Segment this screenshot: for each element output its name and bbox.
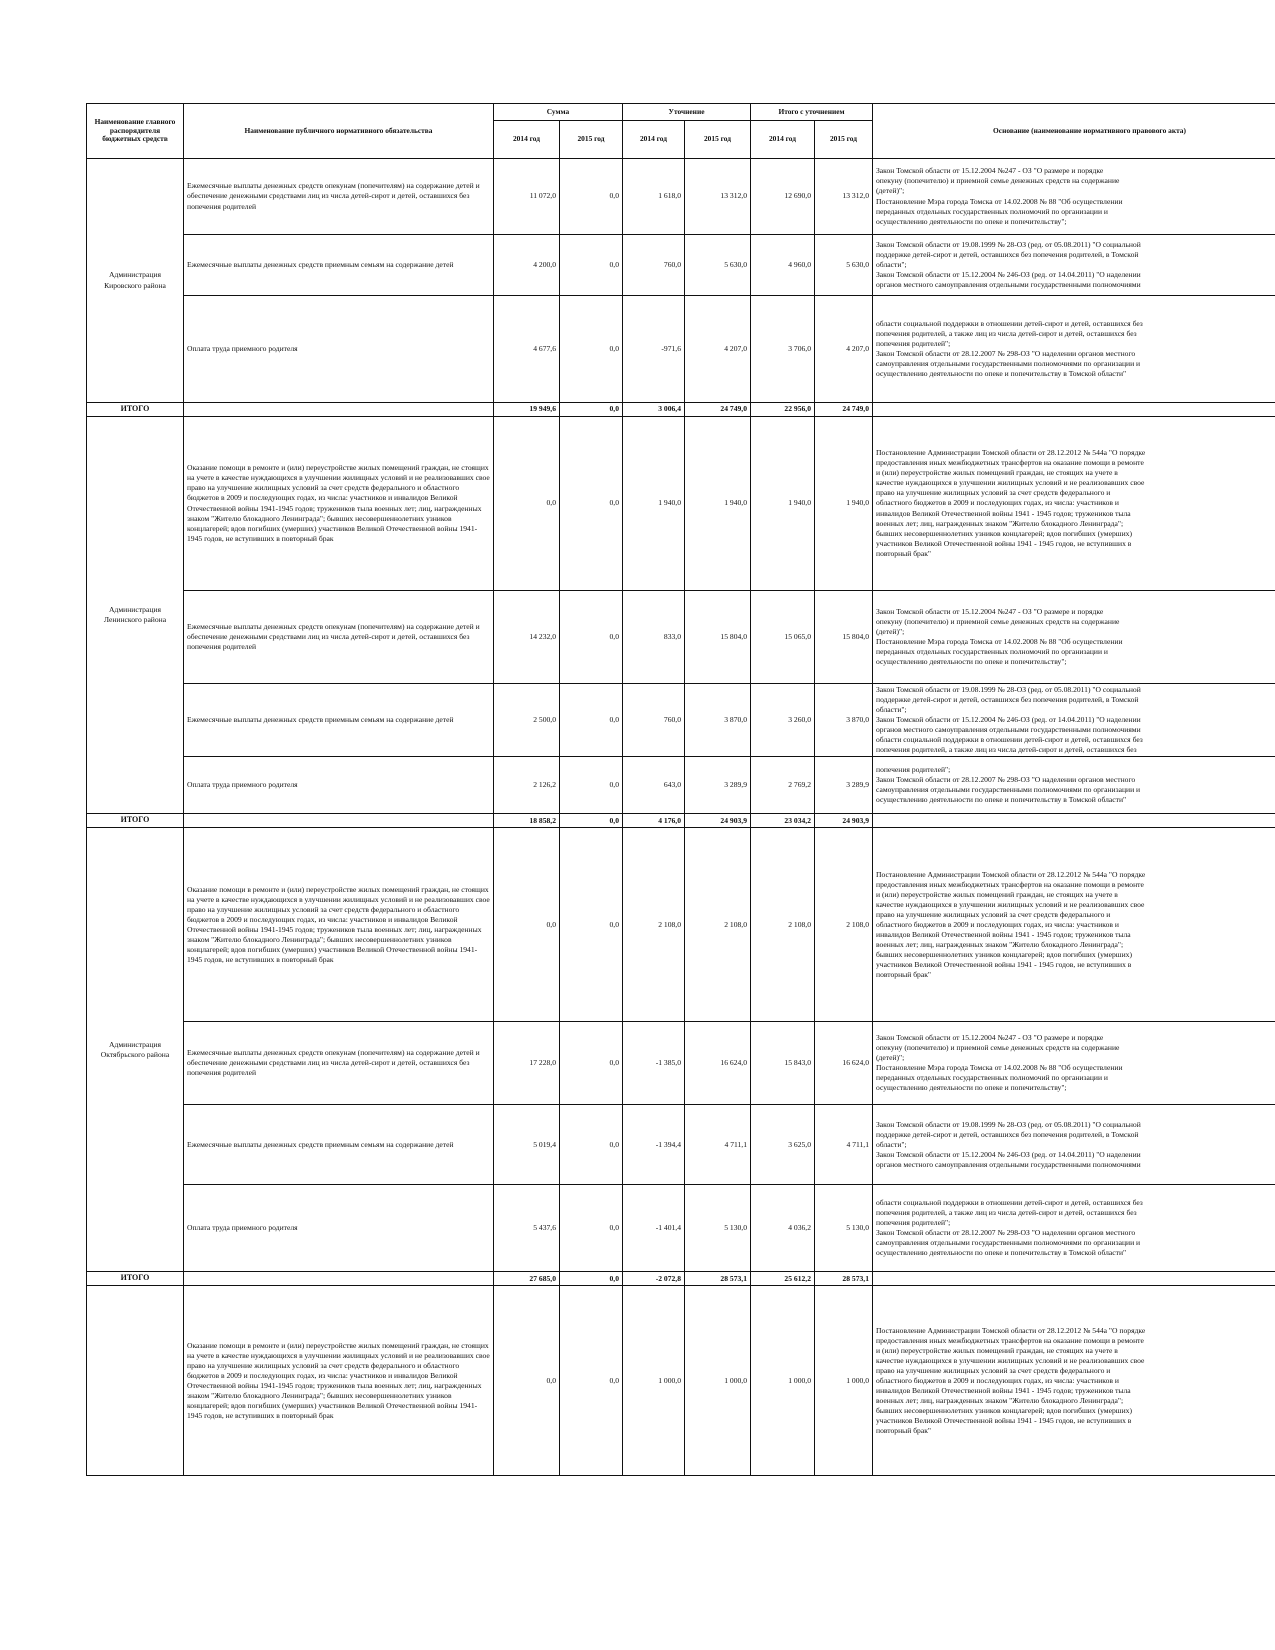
distributor-name: Администрация Октябрьского района [87, 828, 184, 1272]
total-s2015: 0,0 [560, 403, 623, 417]
distributor-name: Администрация Кировского района [87, 159, 184, 403]
basis-line: Постановление Администрации Томской области от 28.12.2012 № 544а "О порядке [876, 448, 1146, 458]
basis-line: (детей)"; [876, 186, 905, 196]
basis-cell [873, 1105, 1275, 1185]
basis-line: качестве нуждающихся в улучшении жилищных условий и не реализовавших свое [876, 478, 1145, 488]
basis-line: Закон Томской области от 15.12.2004 № 246-ОЗ (ред. от 14.04.2011) "О наделении [876, 270, 1141, 279]
basis-line: повторный брак" [876, 969, 932, 979]
table-row [87, 757, 1275, 814]
value-a2014: -1 394,4 [623, 1105, 685, 1185]
header-adjustment: Уточнение [623, 104, 751, 121]
basis-line: переданных отдельных государственных полномочий по организации и [876, 206, 1108, 216]
basis-line: качестве нуждающихся в улучшении жилищных условий и не реализовавших свое [876, 899, 1145, 909]
total-label: ИТОГО [87, 1272, 184, 1286]
table-row [87, 296, 1275, 403]
basis-line: Закон Томской области от 15.12.2004 №247 - ОЗ "О размере и порядке [876, 166, 1104, 176]
table-row [87, 828, 1275, 1022]
total-s2015: 0,0 [560, 814, 623, 828]
total-a2015: 24 903,9 [685, 814, 751, 828]
value-t2015: 3 289,9 [815, 757, 873, 814]
total-s2014: 19 949,6 [494, 403, 560, 417]
obligation-name: Оказание помощи в ремонте и (или) переустройстве жилых помещений граждан, не стоящих на учете в качестве нуждающихся в улучшении жилищных условий и не реализовавших свое право на улучшение жилищных условий за счет средств федерального и областного бюджетов в 2009 и последующих годах, из числа: участников и инвалидов Великой Отечественной войны 1941-1945 годов; тружеников тыла военных лет; лиц, награжденных знаком "Жителю блокадного Ленинграда"; бывших несовершеннолетних узников концлагерей; вдов погибших (умерших) участников Великой Отечественной войны 1941-1945 годов, не вступивших в повторный брак [184, 828, 494, 1022]
basis-line: области социальной поддержки в отношении детей-сирот и детей, оставшихся без [876, 735, 1143, 745]
header-total-2015: 2015 год [815, 120, 873, 158]
value-s2014: 2 126,2 [494, 757, 560, 814]
value-a2015: 4 711,1 [685, 1105, 751, 1185]
basis-line: Закон Томской области от 15.12.2004 №247 - ОЗ "О размере и порядке [876, 1033, 1104, 1043]
basis-line: самоуправления отдельными государственными полномочиями по организации и [876, 359, 1141, 369]
header-sum-2014: 2014 год [494, 120, 560, 158]
basis-line: осуществлению деятельности по опеке и попечительству"; [876, 216, 1067, 226]
basis-line: переданных отдельных государственных полномочий по организации и [876, 1073, 1108, 1083]
header-adjust-2014: 2014 год [623, 120, 685, 158]
basis-cell [873, 757, 1275, 814]
basis-cell [873, 828, 1275, 1022]
value-t2014: 3 625,0 [751, 1105, 815, 1185]
obligation-name: Оказание помощи в ремонте и (или) переустройстве жилых помещений граждан, не стоящих на учете в качестве нуждающихся в улучшении жилищных условий и не реализовавших свое право на улучшение жилищных условий за счет средств федерального и областного бюджетов в 2009 и последующих годах, из числа: участников и инвалидов Великой Отечественной войны 1941-1945 годов; тружеников тыла военных лет; лиц, награжденных знаком "Жителю блокадного Ленинграда"; бывших несовершеннолетних узников концлагерей; вдов погибших (умерших) участников Великой Отечественной войны 1941-1945 годов, не вступивших в повторный брак [184, 417, 494, 591]
value-t2015: 5 130,0 [815, 1185, 873, 1272]
document-sheet [86, 103, 1275, 1650]
basis-line: и (или) переустройстве жилых помещений граждан, не стоящих на учете в [876, 468, 1118, 478]
basis-line: области"; [876, 705, 907, 715]
basis-cell [873, 1185, 1275, 1272]
basis-line: (детей)"; [876, 1053, 905, 1063]
total-s2014: 18 858,2 [494, 814, 560, 828]
value-t2015: 15 804,0 [815, 591, 873, 684]
value-s2014: 0,0 [494, 828, 560, 1022]
header-total-2014: 2014 год [751, 120, 815, 158]
basis-line: осуществлению деятельности по опеке и попечительству"; [876, 1083, 1067, 1093]
basis-line: Закон Томской области от 28.12.2007 № 298-ОЗ "О наделении органов местного [876, 349, 1136, 358]
value-t2014: 3 706,0 [751, 296, 815, 403]
basis-line: Постановление Администрации Томской области от 28.12.2012 № 544а "О порядке [876, 1325, 1146, 1335]
basis-cell [873, 684, 1275, 757]
value-s2014: 0,0 [494, 417, 560, 591]
basis-line: области"; [876, 1139, 907, 1149]
obligation-name: Ежемесячные выплаты денежных средств приемным семьям на содержание детей [184, 684, 494, 757]
basis-cell [873, 1022, 1275, 1105]
basis-line: предоставления иных межбюджетных трансфертов на оказание помощи в ремонте [876, 879, 1144, 889]
value-t2014: 1 000,0 [751, 1286, 815, 1476]
basis-line: осуществлению деятельности по опеке и попечительству"; [876, 657, 1067, 667]
value-t2014: 12 690,0 [751, 159, 815, 235]
basis-line: опекуну (попечителю) и приемной семье денежных средств на содержание [876, 616, 1120, 626]
total-row [87, 814, 1275, 828]
basis-line: органов местного самоуправления отдельными государственными полномочиями [876, 725, 1141, 735]
value-t2014: 15 843,0 [751, 1022, 815, 1105]
table-row [87, 1185, 1275, 1272]
header-sum: Сумма [494, 104, 623, 121]
basis-line: Закон Томской области от 28.12.2007 № 298-ОЗ "О наделении органов местного [876, 775, 1136, 785]
basis-line: бывших несовершеннолетних узников концлагерей; вдов погибших (умерших) [876, 1405, 1133, 1415]
obligation-name: Оплата труда приемного родителя [184, 1185, 494, 1272]
total-empty-cell [184, 814, 494, 828]
value-t2015: 5 630,0 [815, 235, 873, 296]
total-basis-empty [873, 403, 1275, 417]
table-row [87, 684, 1275, 757]
basis-line: участников Великой Отечественной войны 1941 - 1945 годов, не вступивших в [876, 538, 1132, 548]
basis-line: Постановление Мэра города Томска от 14.02.2008 № 88 "Об осуществлении [876, 1063, 1123, 1073]
basis-line: военных лет; лиц, награжденных знаком "Жителю блокадного Ленинграда"; [876, 939, 1124, 949]
value-s2014: 4 677,6 [494, 296, 560, 403]
value-t2014: 4 960,0 [751, 235, 815, 296]
basis-line: области социальной поддержки в отношении детей-сирот и детей, оставшихся без [876, 1198, 1143, 1208]
basis-line: бывших несовершеннолетних узников концлагерей; вдов погибших (умерших) [876, 949, 1133, 959]
header-obligation: Наименование публичного нормативного обязательства [184, 104, 494, 159]
value-t2015: 1 000,0 [815, 1286, 873, 1476]
distributor-name [87, 1286, 184, 1476]
basis-cell [873, 591, 1275, 684]
basis-line: областного бюджетов в 2009 и последующих годах, из числа: участников и [876, 1375, 1119, 1385]
basis-line: Закон Томской области от 28.12.2007 № 298-ОЗ "О наделении органов местного [876, 1228, 1136, 1238]
basis-line: военных лет; лиц, награжденных знаком "Жителю блокадного Ленинграда"; [876, 518, 1124, 528]
value-a2014: 760,0 [623, 684, 685, 757]
total-label: ИТОГО [87, 403, 184, 417]
value-a2015: 5 130,0 [685, 1185, 751, 1272]
total-empty-cell [184, 403, 494, 417]
total-s2014: 27 685,0 [494, 1272, 560, 1286]
basis-line: Закон Томской области от 15.12.2004 № 246-ОЗ (ред. от 14.04.2011) "О наделении [876, 1149, 1141, 1159]
value-s2014: 11 072,0 [494, 159, 560, 235]
basis-line: области"; [876, 259, 907, 269]
header-adjust-2015: 2015 год [685, 120, 751, 158]
value-s2014: 17 228,0 [494, 1022, 560, 1105]
basis-line: осуществлению деятельности по опеке и попечительству в Томской области" [876, 1248, 1127, 1258]
basis-line: Постановление Мэра города Томска от 14.02.2008 № 88 "Об осуществлении [876, 196, 1123, 206]
value-s2014: 2 500,0 [494, 684, 560, 757]
basis-line: попечения родителей"; [876, 765, 951, 775]
table-row [87, 1286, 1275, 1476]
basis-line: инвалидов Великой Отечественной войны 1941 - 1945 годов; тружеников тыла [876, 508, 1131, 518]
value-a2015: 5 630,0 [685, 235, 751, 296]
total-row [87, 403, 1275, 417]
basis-line: попечения родителей, а также лиц из числа детей-сирот и детей, оставшихся без [876, 745, 1137, 755]
obligation-name: Ежемесячные выплаты денежных средств опекунам (попечителям) на содержание детей и обеспечение денежными средствами лиц из числа детей-сирот и детей, оставшихся без попечения родителей [184, 1022, 494, 1105]
basis-line: право на улучшение жилищных условий за счет средств федерального и [876, 1365, 1111, 1375]
obligation-name: Ежемесячные выплаты денежных средств приемным семьям на содержание детей [184, 1105, 494, 1185]
table-row [87, 1105, 1275, 1185]
value-a2015: 2 108,0 [685, 828, 751, 1022]
total-basis-empty [873, 814, 1275, 828]
total-t2015: 28 573,1 [815, 1272, 873, 1286]
value-a2014: 833,0 [623, 591, 685, 684]
basis-line: Закон Томской области от 15.12.2004 № 246-ОЗ (ред. от 14.04.2011) "О наделении [876, 715, 1141, 725]
value-s2015: 0,0 [560, 757, 623, 814]
value-s2015: 0,0 [560, 417, 623, 591]
total-t2014: 22 956,0 [751, 403, 815, 417]
table-body [87, 159, 1275, 1476]
total-a2014: -2 072,8 [623, 1272, 685, 1286]
basis-line: осуществлению деятельности по опеке и попечительству в Томской области" [876, 795, 1127, 805]
basis-line: Постановление Мэра города Томска от 14.02.2008 № 88 "Об осуществлении [876, 637, 1123, 646]
value-t2014: 1 940,0 [751, 417, 815, 591]
basis-line: право на улучшение жилищных условий за счет средств федерального и [876, 488, 1111, 498]
obligation-name: Оплата труда приемного родителя [184, 296, 494, 403]
basis-line: области социальной поддержки в отношении детей-сирот и детей, оставшихся без [876, 318, 1143, 328]
basis-line: органов местного самоуправления отдельными государственными полномочиями [876, 280, 1141, 290]
value-s2014: 4 200,0 [494, 235, 560, 296]
total-t2014: 23 034,2 [751, 814, 815, 828]
basis-line: поддержке детей-сирот и детей, оставшихся без попечения родителей, в Томской [876, 695, 1139, 705]
basis-line: право на улучшение жилищных условий за счет средств федерального и [876, 909, 1111, 919]
total-row [87, 1272, 1275, 1286]
value-t2015: 1 940,0 [815, 417, 873, 591]
total-a2014: 3 006,4 [623, 403, 685, 417]
basis-line: опекуну (попечителю) и приемной семье денежных средств на содержание [876, 1043, 1120, 1053]
table-row [87, 1022, 1275, 1105]
basis-line: попечения родителей"; [876, 1218, 951, 1228]
value-s2015: 0,0 [560, 591, 623, 684]
basis-line: опекуну (попечителю) и приемной семье денежных средств на содержание [876, 176, 1120, 186]
total-t2015: 24 749,0 [815, 403, 873, 417]
value-a2015: 13 312,0 [685, 159, 751, 235]
basis-line: повторный брак" [876, 548, 932, 558]
value-s2015: 0,0 [560, 1022, 623, 1105]
header-basis: Основание (наименование нормативного правового акта) [873, 104, 1275, 159]
value-a2014: -971,6 [623, 296, 685, 403]
total-t2014: 25 612,2 [751, 1272, 815, 1286]
total-s2015: 0,0 [560, 1272, 623, 1286]
basis-cell [873, 296, 1275, 403]
obligation-name: Ежемесячные выплаты денежных средств опекунам (попечителям) на содержание детей и обеспечение денежными средствами лиц из числа детей-сирот и детей, оставшихся без попечения родителей [184, 591, 494, 684]
value-s2014: 5 437,6 [494, 1185, 560, 1272]
value-s2015: 0,0 [560, 1286, 623, 1476]
total-t2015: 24 903,9 [815, 814, 873, 828]
value-a2014: -1 385,0 [623, 1022, 685, 1105]
basis-line: попечения родителей, а также лиц из числа детей-сирот и детей, оставшихся без [876, 1208, 1137, 1218]
total-basis-empty [873, 1272, 1275, 1286]
value-a2014: 643,0 [623, 757, 685, 814]
value-a2014: 1 940,0 [623, 417, 685, 591]
value-s2014: 14 232,0 [494, 591, 560, 684]
value-a2015: 1 940,0 [685, 417, 751, 591]
basis-line: качестве нуждающихся в улучшении жилищных условий и не реализовавших свое [876, 1355, 1145, 1365]
distributor-name: Администрация Ленинского района [87, 417, 184, 814]
basis-line: областного бюджетов в 2009 и последующих годах, из числа: участников и [876, 919, 1119, 929]
basis-cell [873, 235, 1275, 296]
basis-line: предоставления иных межбюджетных трансфертов на оказание помощи в ремонте [876, 1335, 1144, 1345]
value-a2014: -1 401,4 [623, 1185, 685, 1272]
value-t2014: 15 065,0 [751, 591, 815, 684]
value-s2015: 0,0 [560, 828, 623, 1022]
obligation-name: Ежемесячные выплаты денежных средств приемным семьям на содержание детей [184, 235, 494, 296]
basis-line: органов местного самоуправления отдельными государственными полномочиями [876, 1159, 1141, 1169]
table-row [87, 235, 1275, 296]
value-a2015: 4 207,0 [685, 296, 751, 403]
basis-line: участников Великой Отечественной войны 1941 - 1945 годов, не вступивших в [876, 1415, 1132, 1425]
basis-line: военных лет; лиц, награжденных знаком "Жителю блокадного Ленинграда"; [876, 1395, 1124, 1405]
value-t2014: 2 108,0 [751, 828, 815, 1022]
header-sum-2015: 2015 год [560, 120, 623, 158]
value-t2015: 3 870,0 [815, 684, 873, 757]
value-s2015: 0,0 [560, 1105, 623, 1185]
value-s2014: 0,0 [494, 1286, 560, 1476]
value-s2015: 0,0 [560, 235, 623, 296]
table-row [87, 417, 1275, 591]
total-a2015: 24 749,0 [685, 403, 751, 417]
value-s2014: 5 019,4 [494, 1105, 560, 1185]
basis-line: попечения родителей, а также лиц из числа детей-сирот и детей, оставшихся без [876, 328, 1137, 338]
basis-cell [873, 417, 1275, 591]
basis-line: участников Великой Отечественной войны 1941 - 1945 годов, не вступивших в [876, 959, 1132, 969]
value-t2015: 4 711,1 [815, 1105, 873, 1185]
basis-line: поддержке детей-сирот и детей, оставшихся без попечения родителей, в Томской [876, 249, 1139, 259]
basis-line: (детей)"; [876, 626, 905, 636]
value-a2014: 1 000,0 [623, 1286, 685, 1476]
value-t2015: 4 207,0 [815, 296, 873, 403]
basis-line: переданных отдельных государственных полномочий по организации и [876, 647, 1108, 657]
value-a2015: 15 804,0 [685, 591, 751, 684]
basis-line: Закон Томской области от 19.08.1999 № 28-ОЗ (ред. от 05.08.2011) "О социальной [876, 1119, 1141, 1129]
value-a2015: 16 624,0 [685, 1022, 751, 1105]
value-a2014: 1 618,0 [623, 159, 685, 235]
basis-line: и (или) переустройстве жилых помещений граждан, не стоящих на учете в [876, 889, 1118, 899]
total-empty-cell [184, 1272, 494, 1286]
basis-line: Закон Томской области от 19.08.1999 № 28-ОЗ (ред. от 05.08.2011) "О социальной [876, 239, 1141, 249]
basis-cell [873, 159, 1275, 235]
basis-line: самоуправления отдельными государственными полномочиями по организации и [876, 1238, 1141, 1248]
obligation-name: Оплата труда приемного родителя [184, 757, 494, 814]
obligation-name: Оказание помощи в ремонте и (или) переустройстве жилых помещений граждан, не стоящих на учете в качестве нуждающихся в улучшении жилищных условий и не реализовавших свое право на улучшение жилищных условий за счет средств федерального и областного бюджетов в 2009 и последующих годах, из числа: участников и инвалидов Великой Отечественной войны 1941-1945 годов; тружеников тыла военных лет; лиц, награжденных знаком "Жителю блокадного Ленинграда"; бывших несовершеннолетних узников концлагерей; вдов погибших (умерших) участников Великой Отечественной войны 1941-1945 годов, не вступивших в повторный брак [184, 1286, 494, 1476]
basis-line: попечения родителей"; [876, 338, 951, 348]
basis-line: и (или) переустройстве жилых помещений граждан, не стоящих на учете в [876, 1345, 1118, 1355]
value-a2014: 2 108,0 [623, 828, 685, 1022]
value-t2014: 2 769,2 [751, 757, 815, 814]
value-t2014: 4 036,2 [751, 1185, 815, 1272]
value-t2015: 2 108,0 [815, 828, 873, 1022]
header-main-distributor: Наименование главного распорядителя бюджетных средств [87, 104, 184, 159]
value-a2015: 3 870,0 [685, 684, 751, 757]
basis-line: областного бюджетов в 2009 и последующих годах, из числа: участников и [876, 498, 1119, 508]
value-a2015: 3 289,9 [685, 757, 751, 814]
basis-line: Закон Томской области от 15.12.2004 №247 - ОЗ "О размере и порядке [876, 606, 1104, 616]
basis-line: Постановление Администрации Томской области от 28.12.2012 № 544а "О порядке [876, 869, 1146, 879]
basis-line: инвалидов Великой Отечественной войны 1941 - 1945 годов; тружеников тыла [876, 1385, 1131, 1395]
budget-table [86, 103, 1275, 1476]
table-row [87, 591, 1275, 684]
basis-cell [873, 1286, 1275, 1476]
total-label: ИТОГО [87, 814, 184, 828]
value-t2015: 16 624,0 [815, 1022, 873, 1105]
obligation-name: Ежемесячные выплаты денежных средств опекунам (попечителям) на содержание детей и обеспечение денежными средствами лиц из числа детей-сирот и детей, оставшихся без попечения родителей [184, 159, 494, 235]
value-s2015: 0,0 [560, 1185, 623, 1272]
basis-line: предоставления иных межбюджетных трансфертов на оказание помощи в ремонте [876, 458, 1144, 468]
basis-line: бывших несовершеннолетних узников концлагерей; вдов погибших (умерших) [876, 528, 1133, 538]
header-total-adjusted: Итого с уточнением [751, 104, 873, 121]
basis-line: осуществлению деятельности по опеке и попечительству в Томской области" [876, 369, 1127, 379]
value-t2014: 3 260,0 [751, 684, 815, 757]
value-s2015: 0,0 [560, 296, 623, 403]
total-a2015: 28 573,1 [685, 1272, 751, 1286]
basis-line: поддержке детей-сирот и детей, оставшихся без попечения родителей, в Томской [876, 1129, 1139, 1139]
basis-line: инвалидов Великой Отечественной войны 1941 - 1945 годов; тружеников тыла [876, 929, 1131, 939]
value-t2015: 13 312,0 [815, 159, 873, 235]
table-row [87, 159, 1275, 235]
basis-line: повторный брак" [876, 1425, 932, 1435]
basis-line: самоуправления отдельными государственными полномочиями по организации и [876, 785, 1141, 795]
value-s2015: 0,0 [560, 684, 623, 757]
basis-line: Закон Томской области от 19.08.1999 № 28-ОЗ (ред. от 05.08.2011) "О социальной [876, 685, 1141, 694]
value-a2014: 760,0 [623, 235, 685, 296]
total-a2014: 4 176,0 [623, 814, 685, 828]
value-a2015: 1 000,0 [685, 1286, 751, 1476]
value-s2015: 0,0 [560, 159, 623, 235]
